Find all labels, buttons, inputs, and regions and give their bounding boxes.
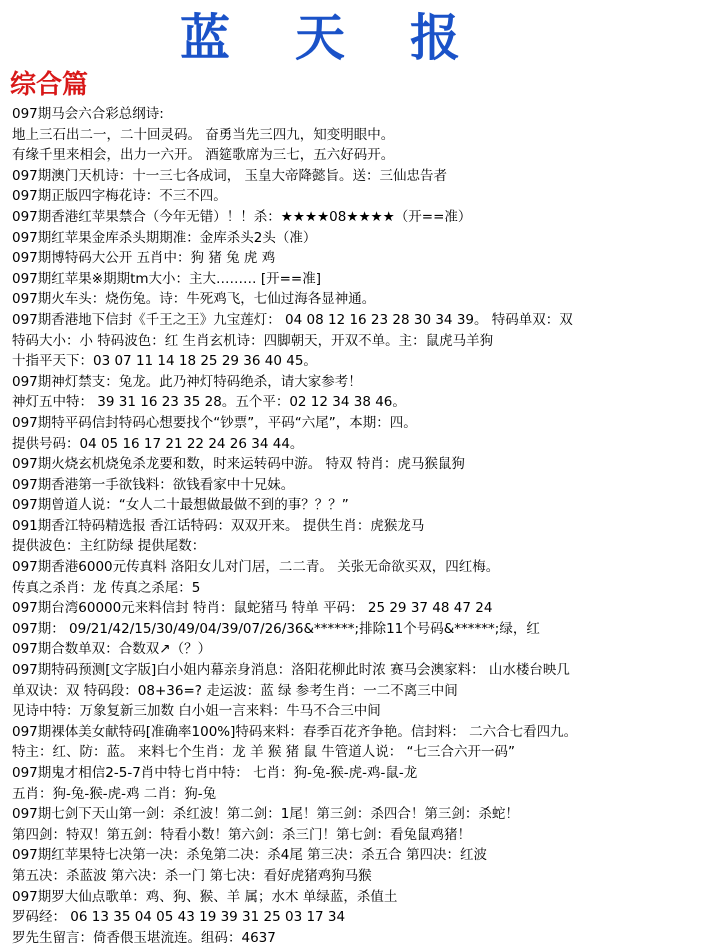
text-line: 097期香港第一手欲钱料：欲钱看家中十兄妹。	[12, 476, 295, 493]
text-line: 097期鬼才相信2-5-7肖中特七肖中特： 七肖：狗-兔-猴-虎-鸡-鼠-龙	[12, 765, 418, 781]
text-line: 提供波色：主红防绿 提供尾数：	[12, 538, 206, 555]
text-line: 罗码经： 06 13 35 04 05 43 19 39 31 25 03 17 34	[12, 909, 346, 926]
text-line: 第四剑：特双！第五剑：特看小数！第六剑：杀三门！第七剑：看兔鼠鸡猪！	[12, 826, 471, 843]
text-line: 097期红苹果※期期tm大小：主大……… [开==准]	[12, 270, 321, 287]
text-line: 特主：红、防：蓝。 来料七个生肖：龙 羊 猴 猪 鼠 牛管道人说： “七三合六开一码”	[12, 744, 516, 761]
text-line: 097期香港地下信封《千王之王》九宝莲灯： 04 08 12 16 23 28 30 34 39。 特码单双：双	[12, 311, 573, 328]
text-line: 097期澳门天机诗：十一三七各成词， 玉皇大帝降懿旨。送：三仙忠告者	[12, 167, 448, 184]
text-line: 097期特码预测[文字版]白小姐内幕亲身消息：洛阳花柳此时浓 赛马会澳家料： 山水楼台映几	[12, 662, 570, 679]
text-line: 单双诀：双 特码段：08+36=? 走运波：蓝 绿 参考生肖：一二不离三中间	[12, 682, 458, 699]
text-line: 097期正版四字梅花诗：不三不四。	[12, 188, 227, 205]
text-line: 097期罗大仙点歌单：鸡、狗、猴、羊 属；水木 单绿蓝，杀值土	[12, 888, 398, 905]
text-line: 097期七剑下天山第一剑：杀红波！第二剑：1尾！第三剑：杀四合！第三剑：杀蛇！	[12, 806, 519, 823]
text-line: 特码大小：小 特码波色：红 生肖玄机诗：四脚朝天，开双不单。主：鼠虎马羊狗	[12, 332, 494, 349]
text-line: 五肖：狗-兔-猴-虎-鸡 二肖：狗-兔	[12, 785, 217, 802]
text-line: 097期香港6000元传真料 洛阳女儿对门居，二二青。 关张无命欲买双，四红梅。	[12, 559, 500, 576]
text-line: 097期香港红苹果禁合（今年无错）！！杀：★★★★08★★★★（开==准）	[12, 208, 472, 225]
text-line: 罗先生留言：倚香偎玉堪流连。组码：4637	[12, 929, 276, 946]
section-heading: 综合篇	[10, 70, 89, 100]
text-line: 091期香江特码精选报 香江话特码：双双开来。 提供生肖：虎猴龙马	[12, 517, 425, 534]
text-line: 097期特平码信封特码心想要找个“钞票”，平码“六尾”，本期：四。	[12, 414, 417, 431]
text-line: 097期神灯禁支：兔龙。此乃神灯特码绝杀，请大家参考！	[12, 373, 362, 390]
text-line: 097期马会六合彩总纲诗:	[12, 106, 164, 122]
text-line: 097期火烧玄机烧兔杀龙要和数，时来运转码中游。 特双 特肖：虎马猴鼠狗	[12, 456, 465, 473]
content-lines	[12, 104, 712, 948]
title-char-3: 报	[410, 8, 460, 67]
text-line: 见诗中特：万象复新三加数 白小姐一言来料：牛马不合三中间	[12, 703, 381, 720]
text-line: 097期博特码大公开 五肖中：狗 猪 兔 虎 鸡	[12, 250, 276, 267]
text-line: 097期红苹果金库杀头期期准：金库杀头2头（准）	[12, 229, 317, 246]
text-line: 097期火车头：烧伤兔。诗：牛死鸡飞，七仙过海各显神通。	[12, 291, 376, 308]
text-line: 097期红苹果特七决第一决：杀兔第二决：杀4尾 第三决：杀五合 第四决：红波	[12, 847, 487, 864]
text-line: 地上三石出二一，二十回灵码。 奋勇当先三四九，知变明眼中。	[12, 126, 395, 143]
text-line: 097期： 09/21/42/15/30/49/04/39/07/26/36&******;排除11个号码&******;绿，红	[12, 620, 540, 637]
text-line: 提供号码：04 05 16 17 21 22 24 26 34 44。	[12, 435, 304, 452]
text-line: 传真之杀肖：龙 传真之杀尾：5	[12, 579, 201, 596]
page-title	[180, 2, 460, 66]
text-line: 097期台湾60000元来料信封 特肖：鼠蛇猪马 特单 平码： 25 29 37 48 47 24	[12, 600, 493, 617]
text-line: 097期裸体美女献特码[准确率100%]特码来料：春季百花齐争艳。信封料： 二六合七看四九。	[12, 723, 578, 740]
text-line: 有缘千里来相会，出力一六开。 酒筵歌席为三七，五六好码开。	[12, 147, 395, 164]
text-line: 097期曾道人说：“女人二十最想做最做不到的事？？？”	[12, 497, 349, 514]
text-line: 神灯五中特： 39 31 16 23 35 28。五个平：02 12 34 38 46。	[12, 394, 406, 411]
title-char-1: 蓝	[180, 8, 230, 67]
title-char-2: 天	[295, 8, 345, 67]
text-line: 097期合数单双：合数双↗（？）	[12, 641, 212, 658]
text-line: 十指平天下：03 07 11 14 18 25 29 36 40 45。	[12, 353, 317, 370]
text-line: 第五决：杀蓝波 第六决：杀一门 第七决：看好虎猪鸡狗马猴	[12, 867, 372, 884]
